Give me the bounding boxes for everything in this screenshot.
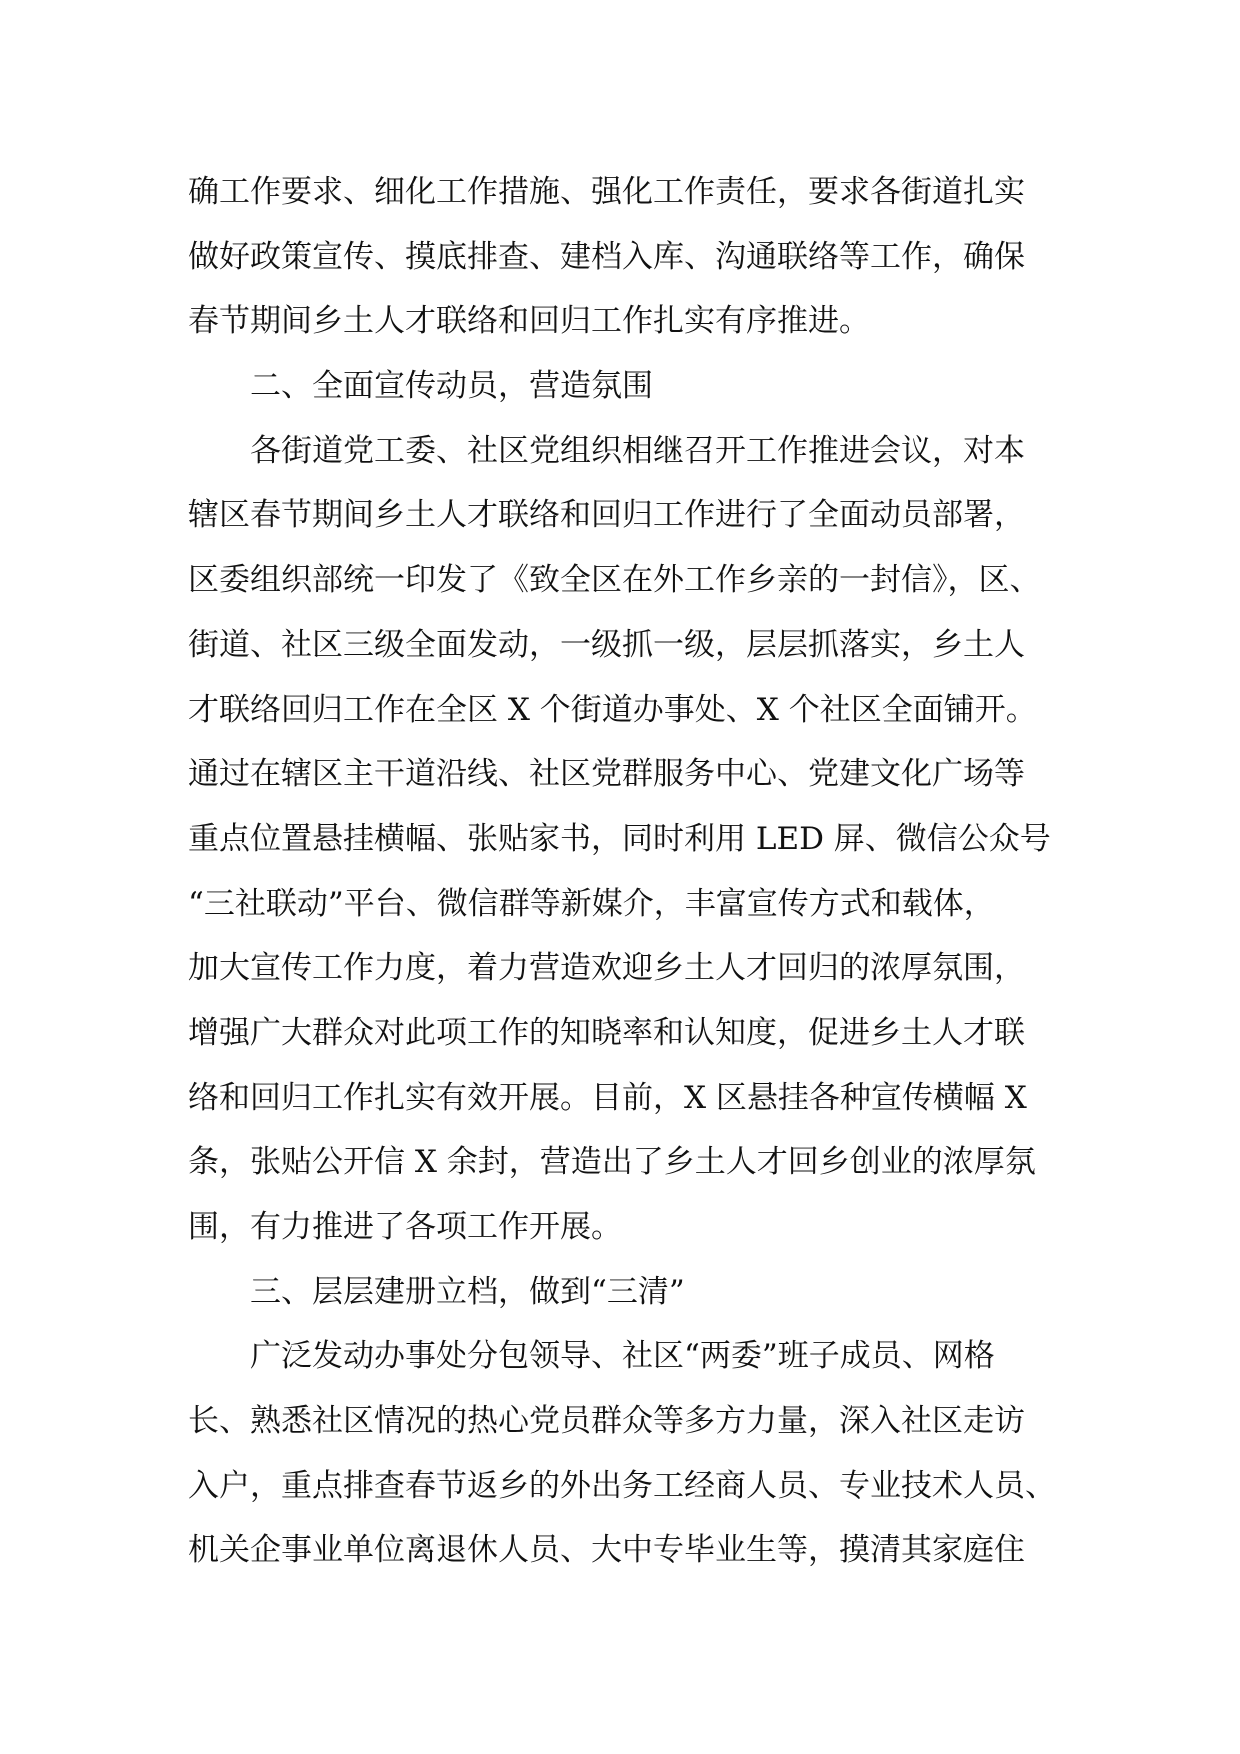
text-line: 才联络回归工作在全区 X 个街道办事处、X 个社区全面铺开。 <box>188 691 1037 728</box>
text-line: 确工作要求、细化工作措施、强化工作责任，要求各街道扎实 <box>188 174 1025 210</box>
text-line: 络和回归工作扎实有效开展。目前，X 区悬挂各种宣传横幅 X <box>188 1079 1027 1116</box>
text-line: 增强广大群众对此项工作的知晓率和认知度，促进乡土人才联 <box>188 1014 1025 1051</box>
text-line: 加大宣传工作力度，着力营造欢迎乡土人才回归的浓厚氛围， <box>188 950 1025 987</box>
text-line: 入户，重点排查春节返乡的外出务工经商人员、专业技术人员、 <box>188 1467 1056 1504</box>
text-line: 长、熟悉社区情况的热心党员群众等多方力量，深入社区走访 <box>188 1403 1025 1440</box>
text-line: “三社联动”平台、微信群等新媒介，丰富宣传方式和载体， <box>188 885 995 922</box>
text-line: 做好政策宣传、摸底排查、建档入库、沟通联络等工作，确保 <box>188 238 1025 275</box>
text-line: 街道、社区三级全面发动，一级抓一级，层层抓落实，乡土人 <box>188 626 1025 663</box>
text-line: 条，张贴公开信 X 余封，营造出了乡土人才回乡创业的浓厚氛 <box>188 1144 1036 1181</box>
text-line: 区委组织部统一印发了《致全区在外工作乡亲的一封信》，区、 <box>188 562 1041 599</box>
text-line: 通过在辖区主干道沿线、社区党群服务中心、党建文化广场等 <box>188 756 1025 793</box>
paragraph-first-line: 广泛发动办事处分包领导、社区“两委”班子成员、网格 <box>250 1338 995 1375</box>
section-heading: 三、层层建册立档，做到“三清” <box>250 1273 685 1310</box>
text-line: 辖区春节期间乡土人才联络和回归工作进行了全面动员部署， <box>188 497 1025 534</box>
paragraph-first-line: 各街道党工委、社区党组织相继召开工作推进会议，对本 <box>250 432 1025 469</box>
document-body <box>188 160 1068 1583</box>
text-line: 重点位置悬挂横幅、张贴家书，同时利用 LED 屏、微信公众号 <box>188 820 1051 857</box>
text-line: 围，有力推进了各项工作开展。 <box>188 1209 622 1245</box>
text-line: 机关企事业单位离退休人员、大中专毕业生等，摸清其家庭住 <box>188 1532 1025 1569</box>
section-heading: 二、全面宣传动员，营造氛围 <box>250 368 653 405</box>
text-line: 春节期间乡土人才联络和回归工作扎实有序推进。 <box>188 303 870 340</box>
